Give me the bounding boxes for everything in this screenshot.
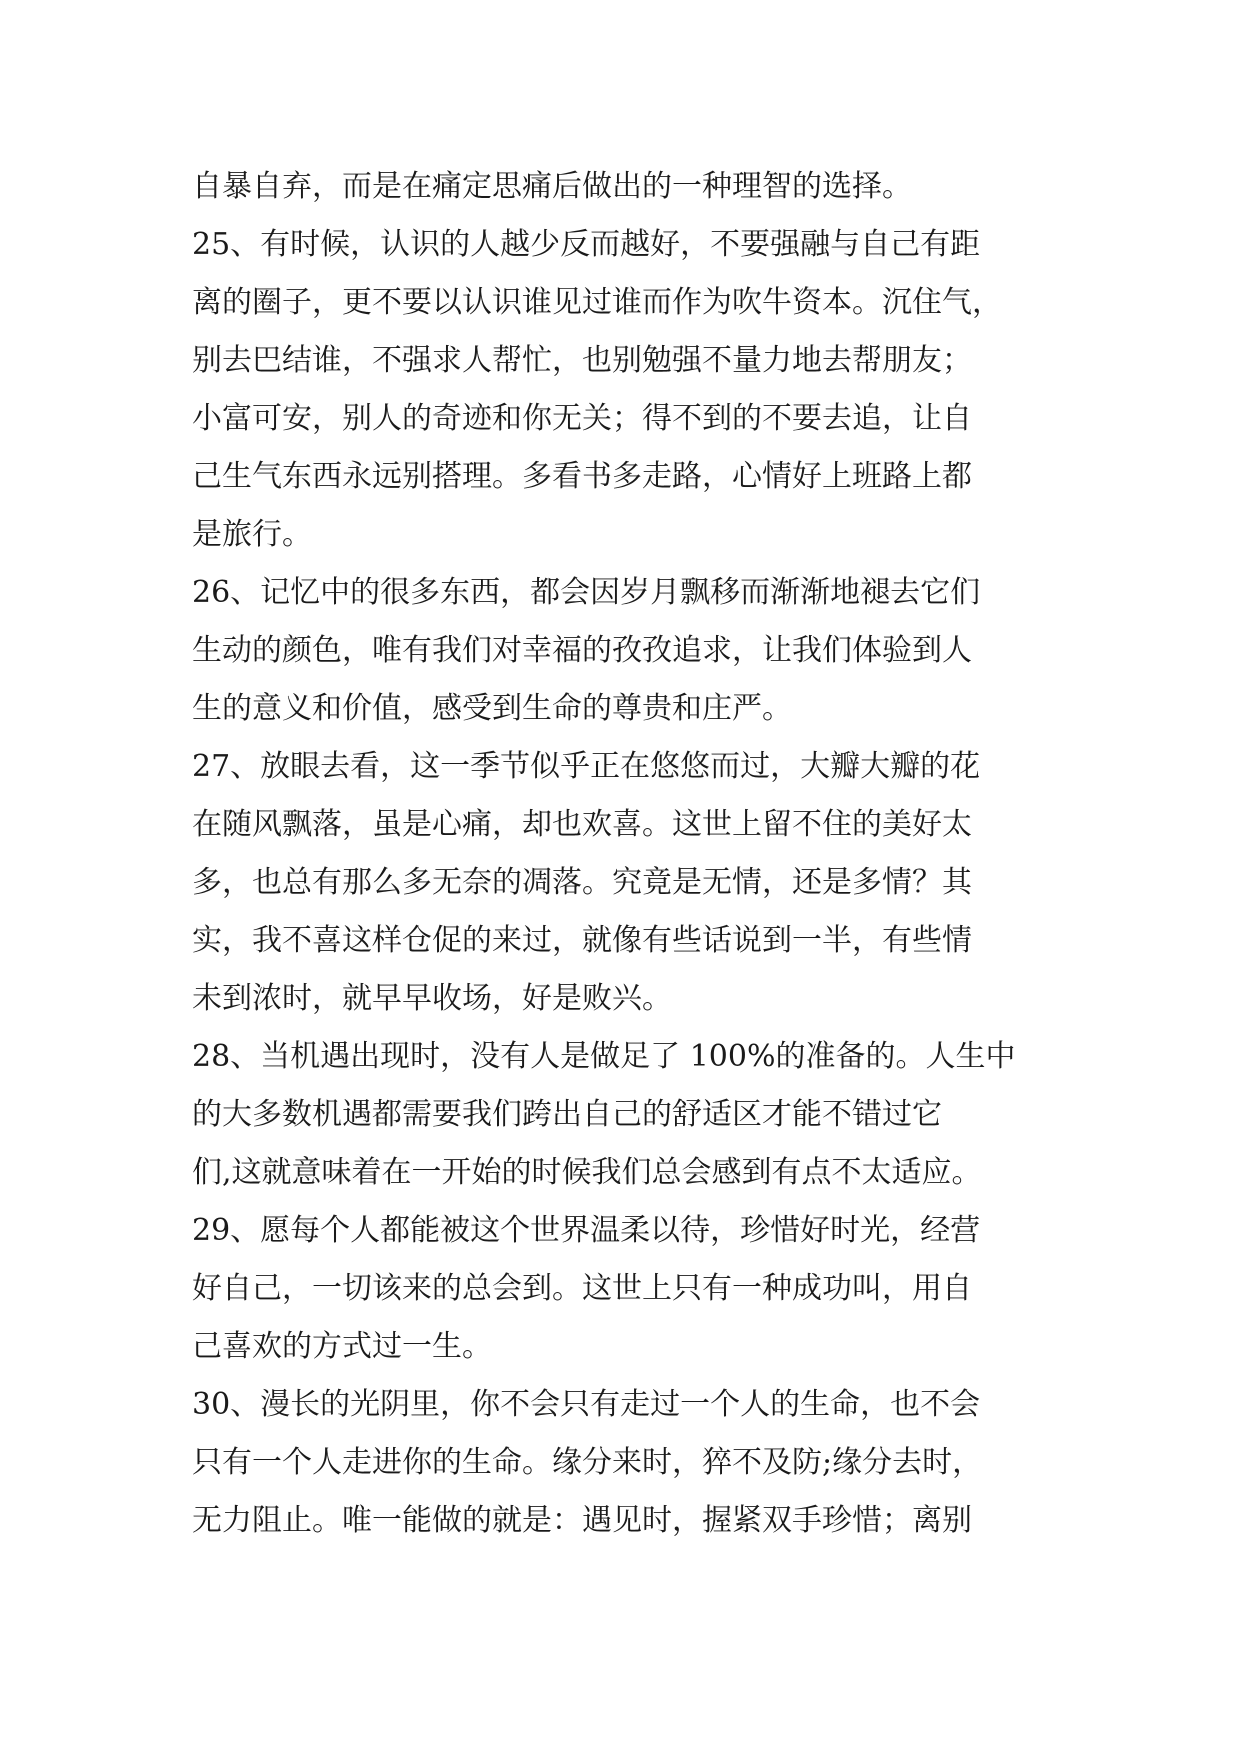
text-line: 多，也总有那么多无奈的凋落。究竟是无情，还是多情？其	[192, 865, 972, 900]
text-line: 未到浓时，就早早收场，好是败兴。	[192, 981, 672, 1016]
text-line: 28、当机遇出现时，没有人是做足了 100%的准备的。人生中	[192, 1039, 1016, 1074]
text-line: 是旅行。	[192, 517, 312, 552]
text-line: 27、放眼去看，这一季节似乎正在悠悠而过，大瓣大瓣的花	[192, 749, 981, 784]
text-line: 别去巴结谁，不强求人帮忙，也别勉强不量力地去帮朋友；	[192, 343, 972, 378]
text-line: 们,这就意味着在一开始的时候我们总会感到有点不太适应。	[192, 1155, 982, 1190]
text-line: 生动的颜色，唯有我们对幸福的孜孜追求，让我们体验到人	[192, 633, 972, 668]
text-line: 25、有时候，认识的人越少反而越好，不要强融与自己有距	[192, 227, 981, 262]
text-line: 无力阻止。唯一能做的就是：遇见时，握紧双手珍惜；离别	[192, 1503, 972, 1538]
text-line: 好自己，一切该来的总会到。这世上只有一种成功叫，用自	[192, 1271, 972, 1306]
document-body	[192, 158, 1052, 1550]
text-line: 29、愿每个人都能被这个世界温柔以待，珍惜好时光，经营	[192, 1213, 981, 1248]
text-line: 己生气东西永远别搭理。多看书多走路，心情好上班路上都	[192, 459, 972, 494]
text-line: 30、漫长的光阴里，你不会只有走过一个人的生命，也不会	[192, 1387, 981, 1422]
text-line: 只有一个人走进你的生命。缘分来时，猝不及防;缘分去时，	[192, 1445, 983, 1480]
text-line: 己喜欢的方式过一生。	[192, 1329, 492, 1364]
text-line: 自暴自弃，而是在痛定思痛后做出的一种理智的选择。	[192, 169, 912, 204]
text-line: 的大多数机遇都需要我们跨出自己的舒适区才能不错过它	[192, 1097, 942, 1132]
text-line: 生的意义和价值，感受到生命的尊贵和庄严。	[192, 691, 792, 726]
text-line: 在随风飘落，虽是心痛，却也欢喜。这世上留不住的美好太	[192, 807, 972, 842]
text-line: 26、记忆中的很多东西，都会因岁月飘移而渐渐地褪去它们	[192, 575, 981, 610]
text-line: 小富可安，别人的奇迹和你无关；得不到的不要去追，让自	[192, 401, 972, 436]
text-line: 离的圈子，更不要以认识谁见过谁而作为吹牛资本。沉住气，	[192, 285, 1002, 320]
text-line: 实，我不喜这样仓促的来过，就像有些话说到一半，有些情	[192, 923, 972, 958]
